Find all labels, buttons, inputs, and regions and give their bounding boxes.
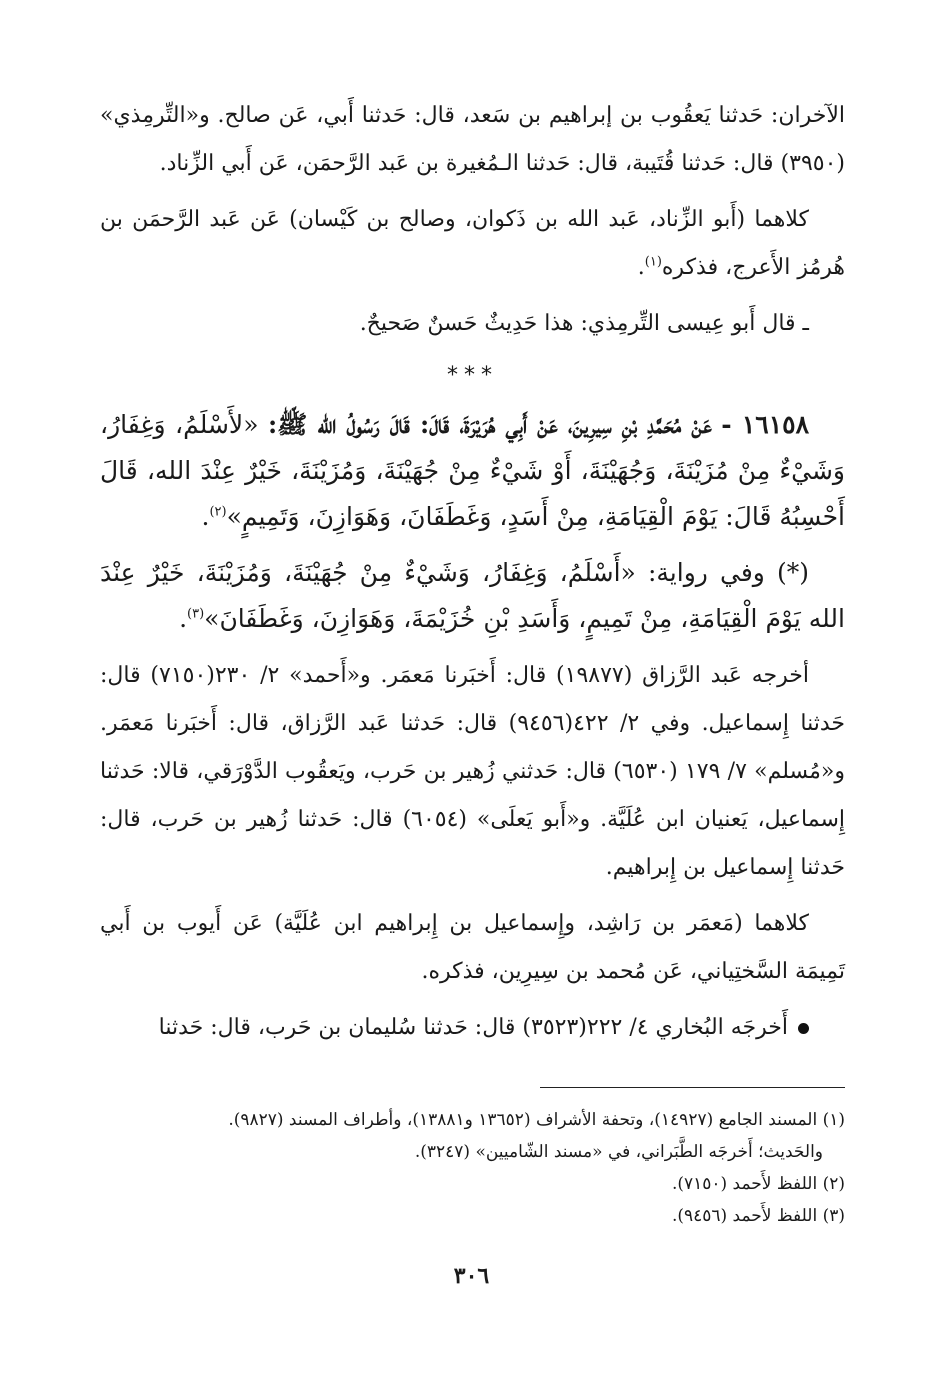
intro-paragraph-2-text: كلاهما (أَبو الزِّناد، عَبد الله بن ذَكوان، وصالح بن كَيْسان) عَن عَبد الرَّحمَن بن هُرمُز الأَعرج، فذكره — [100, 207, 845, 280]
hadith-main: ١٦١٥٨ - عَنْ مُحَمَّدِ بْنِ سِيرِينَ، عَنْ أَبِي هُرَيْرَةَ، قَالَ: قَالَ رَسُولُ الله ﷺ: «لأَسْلَمُ، وَغِفَارُ، وَشَيْءٌ مِنْ مُزَيْنَةَ، وَجُهَيْنَةَ، أَوْ شَيْءٌ مِنْ جُهَيْنَةَ، وَمُزَيْنَةَ، خَيْرٌ عِنْدَ الله، قَالَ أَحْسِبُهُ قَالَ: يَوْمَ الْقِيَامَةِ، مِنْ أَسَدٍ، وَغَطَفَانَ، وَهَوَازِنَ، وَتَمِيمٍ»$^{(٢)}$. — [100, 410, 845, 531]
footnote-ref-1[interactable]: (١) — [644, 254, 662, 270]
footnote-divider — [540, 1087, 845, 1088]
takhrij-paragraph-2: كلاهما (مَعمَر بن رَاشِد، وإِسماعيل بن إِبراهيم ابن عُلَيَّة) عَن أَيوب بن أَبي تَمِيمَة السَّختِياني، عَن مُحمد بن سِيرِين، فذكره. — [100, 911, 845, 984]
page-number: ٣٠٦ — [453, 1263, 490, 1289]
hadith-text: «لأَسْلَمُ، وَغِفَارُ، وَشَيْءٌ مِنْ مُزَيْنَةَ، وَجُهَيْنَةَ، أَوْ شَيْءٌ مِنْ جُهَيْنَةَ، وَمُزَيْنَةَ، خَيْرٌ عِنْدَ الله، قَالَ أَحْسِبُهُ قَالَ: يَوْمَ الْقِيَامَةِ، مِنْ أَسَدٍ، وَغَطَفَانَ، وَهَوَازِنَ، وَتَمِيمٍ» — [100, 410, 845, 531]
bullet-icon — [798, 1023, 809, 1034]
hadith-variant-text: (*) وفي رواية: «أَسْلَمُ، وَغِفَارُ، وَشَيْءٌ مِنْ جُهَيْنَةَ، وَمُزَيْنَةَ، خَيْرٌ عِنْدَ الله يَوْمَ الْقِيَامَةِ، مِنْ تَمِيمٍ، وَأَسَدِ بْنِ خُزَيْمَةَ، وَهَوَازِنَ، وَغَطَفَانَ» — [100, 558, 845, 633]
section-separator: *** — [447, 363, 498, 388]
hadith-variant: (*) وفي رواية: «أَسْلَمُ، وَغِفَارُ، وَشَيْءٌ مِنْ جُهَيْنَةَ، وَمُزَيْنَةَ، خَيْرٌ عِنْدَ الله يَوْمَ الْقِيَامَةِ، مِنْ تَمِيمٍ، وَأَسَدِ بْنِ خُزَيْمَةَ، وَهَوَازِنَ، وَغَطَفَانَ»$^{(٣)}$. — [100, 558, 845, 633]
footnote-1: (١) المسند الجامع (١٤٩٢٧)، وتحفة الأشراف (١٣٦٥٢ و١٣٨٨١)، وأطراف المسند (٩٨٢٧). — [228, 1110, 845, 1130]
page-body — [100, 92, 846, 1226]
footnote-1-continuation: والحَديث؛ أَخرجَه الطَّبَراني، في «مسند الشّاميين» (٣٢٤٧). — [414, 1142, 823, 1162]
hadith-number: ١٦١٥٨ - — [721, 410, 809, 439]
footnote-ref-3[interactable]: (٣) — [187, 606, 205, 622]
footnote-3: (٣) اللفظ لأَحمد (٩٤٥٦). — [671, 1206, 845, 1226]
tirmidhi-grading: ـ قال أَبو عِيسى التِّرمِذي: هذا حَدِيثٌ حَسنٌ صَحيحٌ. — [359, 311, 809, 336]
intro-paragraph-1: الآخران: حَدثنا يَعقُوب بن إبراهيم بن سَعد، قال: حَدثنا أَبي، عَن صالح. و«التِّرمِذي» (٣٩٥٠) قال: حَدثنا قُتَيبة، قال: حَدثنا الـمُغيرة بن عَبد الرَّحمَن، عَن أَبي الزِّناد. — [100, 103, 845, 176]
takhrij-paragraph-3 — [100, 1004, 845, 1052]
hadith-isnad: عَنْ مُحَمَّدِ بْنِ سِيرِينَ، عَنْ أَبِي هُرَيْرَةَ، قَالَ: قَالَ رَسُولُ الله ﷺ: — [267, 410, 712, 439]
takhrij-paragraph-3-text: أَخرجَه البُخاري ٤/ ٢٢٢(٣٥٢٣) قال: حَدثنا سُليمان بن حَرب، قال: حَدثنا — [158, 1015, 788, 1040]
intro-paragraph-2: كلاهما (أَبو الزِّناد، عَبد الله بن ذَكوان، وصالح بن كَيْسان) عَن عَبد الرَّحمَن بن هُرمُز الأَعرج، فذكره$^{(١)}$. — [100, 207, 845, 280]
takhrij-paragraph-1: أخرجه عَبد الرَّزاق (١٩٨٧٧) قال: أَخبَرنا مَعمَر. و«أَحمد» ٢/ ٢٣٠(٧١٥٠) قال: حَدثنا إِسماعيل. وفي ٢/ ٤٢٢(٩٤٥٦) قال: حَدثنا عَبد الرَّزاق، قال: أَخبَرنا مَعمَر. و«مُسلم» ٧/ ١٧٩ (٦٥٣٠) قال: حَدثني زُهير بن حَرب، ويَعقُوب الدَّوْرَقي، قالا: حَدثنا إِسماعيل، يَعنيان ابن عُلَيَّة. و«أَبو يَعلَى» (٦٠٥٤) قال: حَدثنا زُهير بن حَرب، قال: حَدثنا إِسماعيل بن إِبراهيم. — [100, 663, 846, 880]
footnote-ref-2[interactable]: (٢) — [209, 504, 227, 520]
footnote-2: (٢) اللفظ لأَحمد (٧١٥٠). — [671, 1174, 845, 1194]
footnotes — [100, 1104, 845, 1232]
